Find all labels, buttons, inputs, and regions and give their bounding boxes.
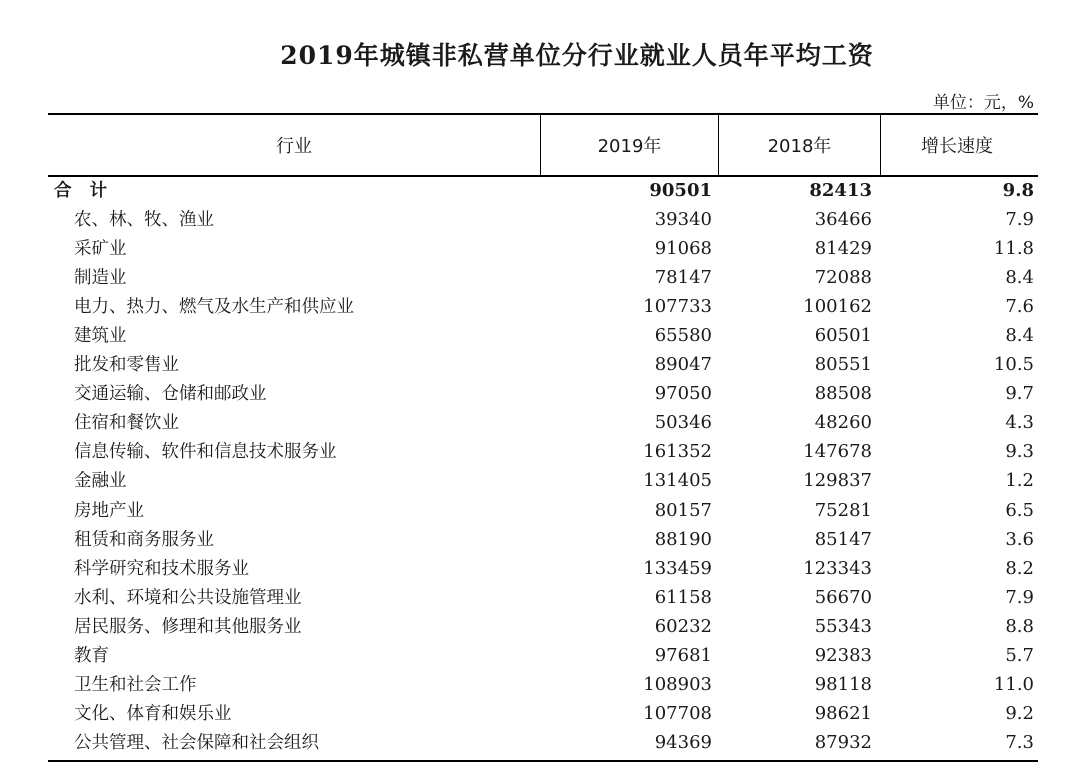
value-2018: 100162 — [803, 296, 872, 318]
value-2018: 147678 — [803, 441, 872, 463]
growth-rate: 9.8 — [1002, 180, 1034, 201]
value-2019: 131405 — [643, 470, 712, 492]
header-2019: 2019年 — [597, 136, 662, 157]
value-2018: 87932 — [814, 731, 872, 753]
value-2018: 98621 — [814, 702, 872, 724]
growth-rate: 9.7 — [1005, 383, 1034, 405]
growth-rate: 8.4 — [1005, 267, 1034, 289]
table-row — [48, 409, 1038, 438]
value-2018: 36466 — [814, 209, 872, 231]
table-row — [48, 351, 1038, 380]
growth-rate: 8.4 — [1005, 325, 1034, 347]
value-2019: 94369 — [654, 731, 712, 753]
table-top-rule — [48, 113, 1038, 115]
industry-name: 教育 — [74, 645, 109, 666]
industry-name: 住宿和餐饮业 — [74, 413, 179, 434]
industry-name: 信息传输、软件和信息技术服务业 — [74, 442, 337, 463]
growth-rate: 10.5 — [993, 354, 1034, 376]
header-industry: 行业 — [276, 136, 312, 157]
growth-rate: 6.5 — [1005, 499, 1034, 521]
growth-rate: 7.6 — [1005, 296, 1034, 318]
page-title: 2019年城镇非私营单位分行业就业人员年平均工资 — [280, 41, 874, 70]
table-row — [48, 584, 1038, 613]
growth-rate: 11.0 — [993, 673, 1034, 695]
growth-rate: 7.9 — [1005, 209, 1034, 231]
industry-name: 金融业 — [74, 471, 127, 492]
table-row — [48, 497, 1038, 526]
growth-rate: 9.2 — [1005, 702, 1034, 724]
value-2019: 39340 — [654, 209, 712, 231]
value-2019: 97050 — [654, 383, 712, 405]
value-2019: 88190 — [654, 528, 712, 550]
table-row — [48, 700, 1038, 729]
value-2019: 78147 — [654, 267, 712, 289]
industry-name: 水利、环境和公共设施管理业 — [74, 587, 302, 608]
value-2019: 65580 — [654, 325, 712, 347]
industry-name: 房地产业 — [74, 500, 144, 521]
growth-rate: 8.2 — [1005, 557, 1034, 579]
value-2019: 61158 — [654, 586, 712, 608]
value-2018: 81429 — [814, 238, 872, 260]
value-2019: 50346 — [654, 412, 712, 434]
industry-name: 文化、体育和娱乐业 — [74, 703, 232, 724]
value-2018: 98118 — [814, 673, 872, 695]
industry-name: 公共管理、社会保障和社会组织 — [74, 732, 319, 753]
table-row — [48, 438, 1038, 467]
table-row — [48, 526, 1038, 555]
table-row — [48, 206, 1038, 235]
value-2019: 89047 — [654, 354, 712, 376]
industry-name: 居民服务、修理和其他服务业 — [74, 616, 302, 637]
value-2019: 107733 — [643, 296, 712, 318]
header-growth: 增长速度 — [921, 136, 993, 157]
growth-rate: 8.8 — [1005, 615, 1034, 637]
growth-rate: 4.3 — [1005, 412, 1034, 434]
table-row-total — [48, 177, 1038, 206]
table-row — [48, 467, 1038, 496]
growth-rate: 5.7 — [1005, 644, 1034, 666]
value-2018: 85147 — [814, 528, 872, 550]
industry-name: 电力、热力、燃气及水生产和供应业 — [74, 297, 354, 318]
growth-rate: 1.2 — [1005, 470, 1034, 492]
value-2018: 48260 — [814, 412, 872, 434]
value-2019: 90501 — [649, 180, 712, 201]
industry-name: 采矿业 — [74, 239, 127, 260]
industry-name: 制造业 — [74, 268, 127, 289]
industry-name: 农、林、牧、渔业 — [74, 210, 214, 231]
industry-name: 建筑业 — [74, 326, 127, 347]
unit-label: 单位：元，% — [932, 93, 1034, 113]
value-2019: 97681 — [654, 644, 712, 666]
value-2019: 161352 — [643, 441, 712, 463]
industry-name: 科学研究和技术服务业 — [74, 558, 249, 579]
value-2018: 60501 — [814, 325, 872, 347]
value-2018: 129837 — [803, 470, 872, 492]
value-2018: 88508 — [814, 383, 872, 405]
table-row — [48, 322, 1038, 351]
table-row — [48, 555, 1038, 584]
value-2018: 75281 — [814, 499, 872, 521]
header-2018: 2018年 — [767, 136, 832, 157]
industry-name: 租赁和商务服务业 — [74, 529, 214, 550]
value-2018: 82413 — [809, 180, 872, 201]
table-row — [48, 380, 1038, 409]
value-2019: 80157 — [654, 499, 712, 521]
growth-rate: 7.3 — [1005, 731, 1034, 753]
industry-name: 交通运输、仓储和邮政业 — [74, 384, 267, 405]
value-2018: 56670 — [814, 586, 872, 608]
table-row — [48, 293, 1038, 322]
table-row — [48, 642, 1038, 671]
industry-name: 合 计 — [54, 181, 114, 201]
growth-rate: 7.9 — [1005, 586, 1034, 608]
growth-rate: 11.8 — [993, 238, 1034, 260]
value-2019: 133459 — [643, 557, 712, 579]
value-2019: 107708 — [643, 702, 712, 724]
value-2019: 91068 — [654, 238, 712, 260]
industry-name: 批发和零售业 — [74, 355, 179, 376]
value-2019: 60232 — [654, 615, 712, 637]
value-2018: 92383 — [814, 644, 872, 666]
table-bottom-rule — [48, 760, 1038, 762]
table-row — [48, 613, 1038, 642]
value-2018: 80551 — [814, 354, 872, 376]
growth-rate: 3.6 — [1005, 528, 1034, 550]
table-row — [48, 671, 1038, 700]
table-row — [48, 729, 1038, 758]
value-2018: 72088 — [814, 267, 872, 289]
value-2019: 108903 — [643, 673, 712, 695]
growth-rate: 9.3 — [1005, 441, 1034, 463]
industry-name: 卫生和社会工作 — [74, 674, 197, 695]
value-2018: 55343 — [814, 615, 872, 637]
table-body — [48, 177, 1038, 758]
table-row — [48, 235, 1038, 264]
table-row — [48, 264, 1038, 293]
value-2018: 123343 — [803, 557, 872, 579]
